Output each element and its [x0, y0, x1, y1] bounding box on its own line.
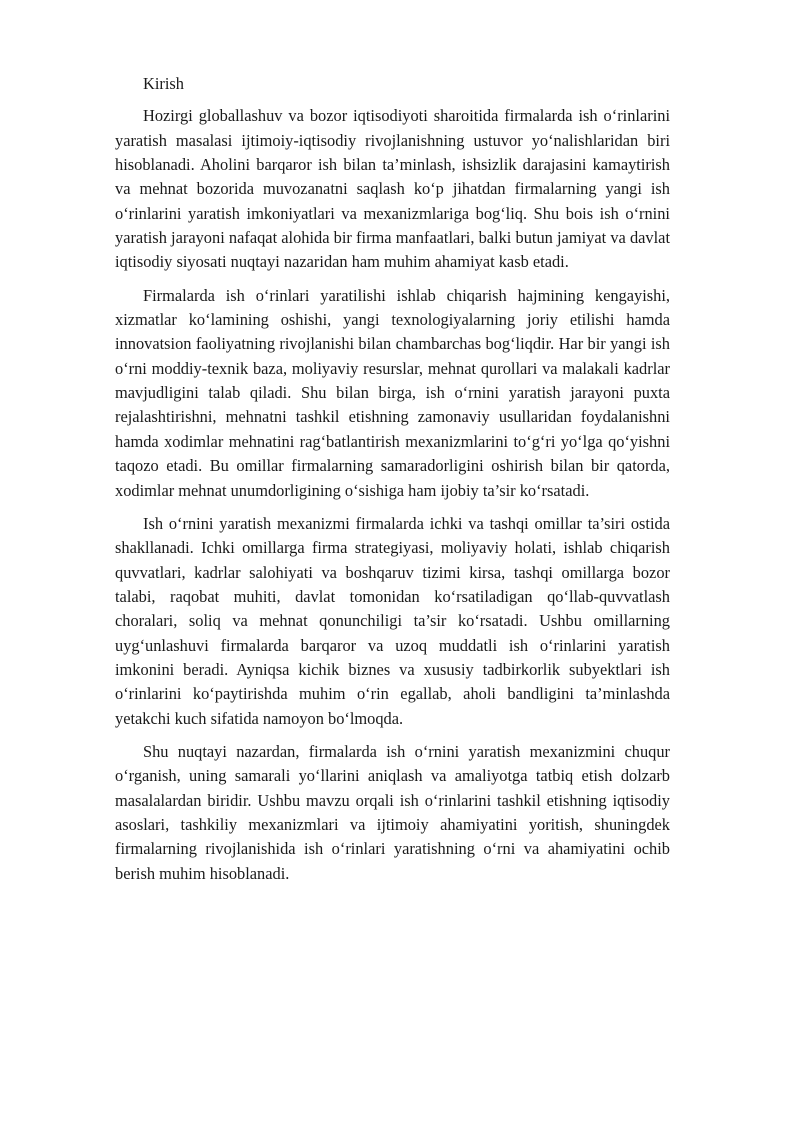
- paragraph-3: Ish o‘rnini yaratish mexanizmi firmalarda ichki va tashqi omillar ta’siri ostida shakllanadi. Ichki omillarga firma strategiyasi, moliyaviy holati, ishlab chiqarish quvvatlari, kadrlar salohiyati va boshqaruv tizimi kirsa, tashqi omillarga bozor talabi, raqobat muhiti, davlat tomonidan ko‘rsatiladigan qo‘llab-quvvatlash choralari, soliq va mehnat qonunchiligi ta’sir ko‘rsatadi. Ushbu omillarning uyg‘unlashuvi firmalarda barqaror va uzoq muddatli ish o‘rinlarini yaratish imkonini beradi. Ayniqsa kichik biznes va xususiy tadbirkorlik subyektlari ish o‘rinlarini ko‘paytirishda muhim o‘rin egallab, aholi bandligini ta’minlashda yetakchi kuch sifatida namoyon bo‘lmoqda.: [115, 513, 670, 728]
- paragraph-1: Hozirgi globallashuv va bozor iqtisodiyoti sharoitida firmalarda ish o‘rinlarini yaratish masalasi ijtimoiy-iqtisodiy rivojlanishning ustuvor yo‘nalishlaridan biri hisoblanadi. Aholini barqaror ish bilan ta’minlash, ishsizlik darajasini kamaytirish va mehnat bozorida muvozanatni saqlash ko‘p jihatdan firmalarning yangi ish o‘rinlarini yaratish imkoniyatlari va mexanizmlariga bog‘liq. Shu bois ish o‘rnini yaratish jarayoni nafaqat alohida bir firma manfaatlari, balki butun jamiyat va davlat iqtisodiy siyosati nuqtayi nazaridan ham muhim ahamiyat kasb etadi.: [115, 106, 670, 272]
- document-page: [115, 72, 670, 895]
- section-heading: Kirish: [143, 74, 184, 93]
- paragraph-4: Shu nuqtayi nazardan, firmalarda ish o‘rnini yaratish mexanizmini chuqur o‘rganish, uning samarali yo‘llarini aniqlash va amaliyotga tatbiq etish dolzarb masalalardan biridir. Ushbu mavzu orqali ish o‘rinlarini tashkil etishning iqtisodiy asoslari, tashkiliy mexanizmlari va ijtimoiy ahamiyatini yoritish, shuningdek firmalarning rivojlanishida ish o‘rinlari yaratishning o‘rni va ahamiyatini ochib berish muhim hisoblanadi.: [115, 741, 670, 883]
- paragraph-2: Firmalarda ish o‘rinlari yaratilishi ishlab chiqarish hajmining kengayishi, xizmatlar ko‘lamining oshishi, yangi texnologiyalarning joriy etilishi hamda innovatsion faoliyatning rivojlanishi bilan chambarchas bog‘liqdir. Har bir yangi ish o‘rni moddiy-texnik baza, moliyaviy resurslar, mehnat qurollari va malakali kadrlar mavjudligini talab qiladi. Shu bilan birga, ish o‘rnini yaratish jarayoni puxta rejalashtirishni, mehnatni tashkil etishning zamonaviy usullaridan foydalanishni hamda xodimlar mehnatini rag‘batlantirish mexanizmlarini to‘g‘ri yo‘lga qo‘yishni taqozo etadi. Bu omillar firmalarning samaradorligini oshirish bilan bir qatorda, xodimlar mehnat unumdorligining o‘sishiga ham ijobiy ta’sir ko‘rsatadi.: [115, 285, 670, 500]
